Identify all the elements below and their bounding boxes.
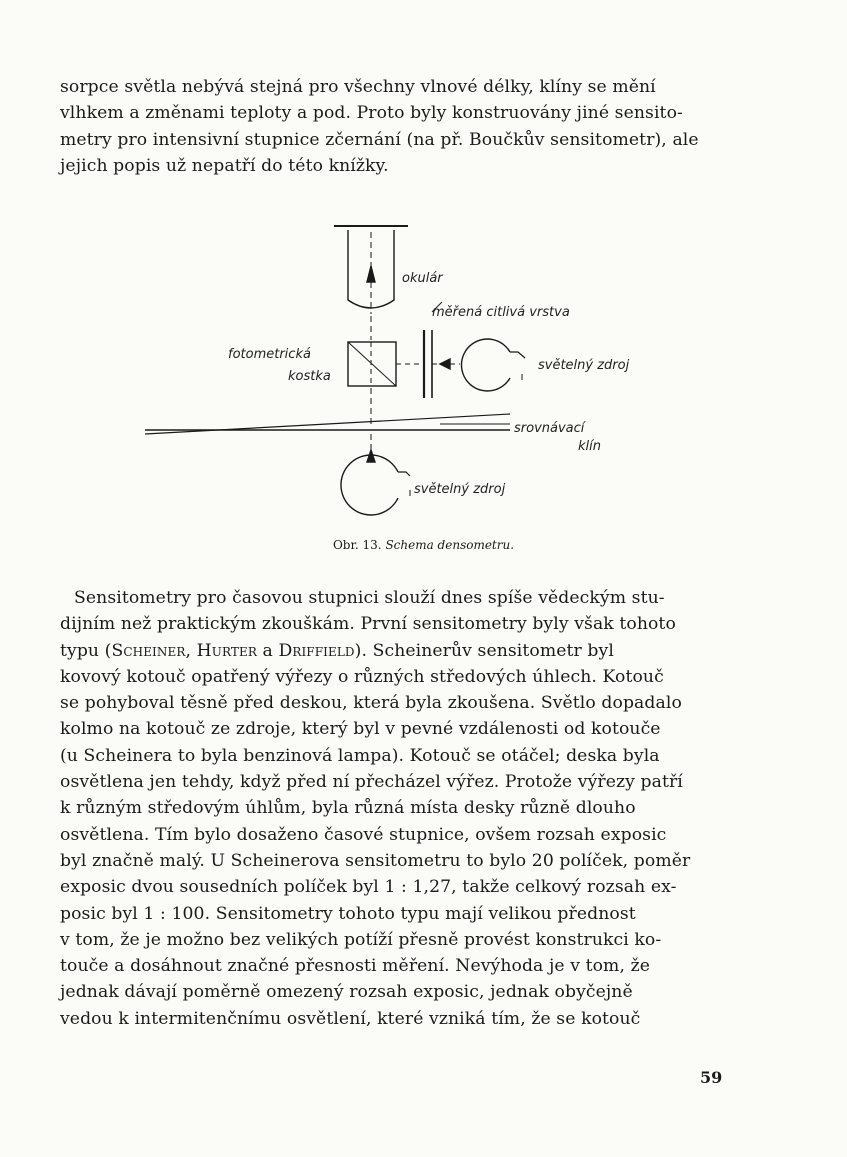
text-line: kovový kotouč opatřený výřezy o různých středových úhlech. Kotouč [60,666,664,687]
text-line: vedou k intermitenčnímu osvětlení, které vzniká tím, že se kotouč [60,1008,641,1029]
author-name: Scheiner [111,640,186,661]
label-vrstva: měřená citlivá vrstva [432,305,570,320]
text-line: (u Scheinera to byla benzinová lampa). Kotouč se otáčel; deska byla [60,745,660,766]
text-line: v tom, že je možno bez velikých potíží přesně provést konstrukci ko- [60,929,662,950]
paragraph-1 [60,74,730,179]
label-kostka-2: kostka [288,369,331,384]
text-line: dijním než praktickým zkouškám. První sensitometry byly však tohoto [60,614,676,635]
label-zdroj-right: světelný zdroj [538,358,630,373]
text-line: jednak dávají poměrně omezený rozsah exposic, jednak obyčejně [60,982,633,1003]
text-segment: a [256,640,279,661]
caption-title: Schema densometru. [385,538,515,552]
text-segment: ). Scheinerův sensitometr byl [354,640,614,661]
densometer-diagram [140,218,660,518]
label-klin-1: srovnávací [514,421,585,436]
text-line: touče a dosáhnout značné přesnosti měření. Nevýhoda je v tom, že [60,956,651,977]
text-line: se pohyboval těsně před deskou, která byla zkoušena. Světlo dopadalo [60,693,682,714]
label-klin-2: klín [578,439,601,454]
light-source-bottom [341,455,398,515]
label-kostka-1: fotometrická [228,347,311,362]
text-line: sorpce světla nebývá stejná pro všechny vlnové délky, klíny se mění [60,77,656,97]
caption-prefix: Obr. 13. [332,538,382,552]
text-line: osvětlena jen tehdy, když před ní přecházel výřez. Protože výřezy patří [60,772,683,793]
page-number: 59 [700,1068,723,1087]
author-name: Driffield [278,640,355,661]
light-source-right [461,339,510,391]
eyepiece-arrow [367,266,375,282]
text-line: osvětlena. Tím bylo dosaženo časové stupnice, ovšem rozsah exposic [60,824,667,845]
text-line: exposic dvou sousedních políček byl 1 : 1,27, takže celkový rozsah ex- [60,877,677,898]
text-line: k různým středovým úhlům, byla různá místa desky různě dlouho [60,798,636,819]
label-zdroj-bottom: světelný zdroj [414,482,506,497]
figure-caption [0,538,847,552]
text-line: posic byl 1 : 100. Sensitometry tohoto typu mají velikou přednost [60,903,636,924]
text-segment: typu ( [60,640,112,661]
label-okular: okulár [402,271,443,286]
paragraph-2 [60,585,730,1032]
text-line: Sensitometry pro časovou stupnici slouží dnes spíše vědeckým stu- [74,588,665,608]
text-line [60,638,730,664]
text-line: kolmo na kotouč ze zdroje, který byl v pevné vzdálenosti od kotouče [60,719,661,740]
text-segment: , [185,640,197,661]
text-line: metry pro intensivní stupnice zčernání (na př. Boučkův sensitometr), ale [60,129,699,150]
author-name: Hurter [196,640,257,661]
text-line: vlhkem a změnami teploty a pod. Proto byly konstruovány jiné sensito- [60,103,683,124]
text-line: jejich popis už nepatří do této knížky. [60,155,389,176]
text-line: byl značně malý. U Scheinerova sensitometru to bylo 20 políček, poměr [60,850,691,871]
